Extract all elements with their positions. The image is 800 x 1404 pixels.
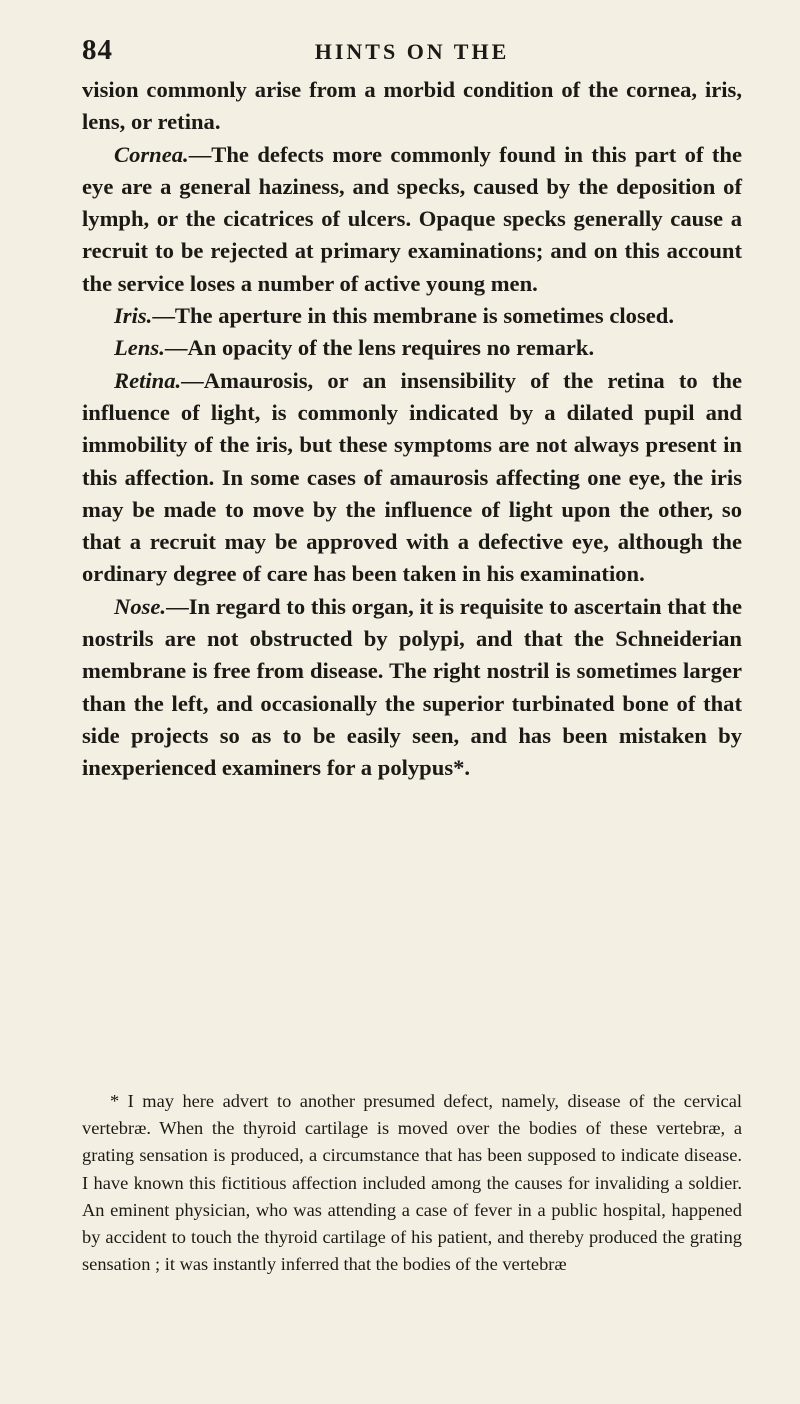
lens-paragraph xyxy=(82,332,742,364)
iris-paragraph xyxy=(82,300,742,332)
nose-text: —In regard to this organ, it is requisite to ascertain that the nostrils are not obstructed by polypi, and that the Schneiderian membrane is free from disease. The right nostril is sometimes larger than the left, and occasionally the superior turbinated bone of that side projects so as to be easily seen, and has been mistaken by inexperienced examiners for a polypus*. xyxy=(82,593,742,781)
cornea-heading: Cornea. xyxy=(114,141,189,167)
cornea-paragraph xyxy=(82,139,742,300)
footnote-text: * I may here advert to another presumed defect, namely, disease of the cervical vertebræ. When the thyroid cartilage is moved over the bodies of these vertebræ, a grating sensation is produced, a circumstance that has been supposed to indicate disease. I have known this fictitious affection included among the causes for invaliding a soldier. An eminent physician, who was attending a case of fever in a public hospital, happened by accident to touch the thyroid cartilage of his patient, and thereby produced the grating sensation ; it was instantly inferred that the bodies of the vertebræ xyxy=(82,1091,742,1275)
nose-paragraph xyxy=(82,591,742,785)
iris-text: —The aperture in this membrane is sometimes closed. xyxy=(152,303,675,329)
lens-heading: Lens. xyxy=(114,335,165,361)
cornea-text: —The defects more commonly found in this part of the eye are a general haziness, and specks, caused by the deposition of lymph, or the cicatrices of ulcers. Opaque specks generally cause a recruit to be rejected at primary examinations; and on this account the service loses a number of active young men. xyxy=(82,141,742,296)
intro-paragraph: vision commonly arise from a morbid condition of the cornea, iris, lens, or retina. xyxy=(82,77,742,135)
page-header xyxy=(82,34,742,70)
footnote xyxy=(82,1088,742,1278)
body-text xyxy=(82,74,742,785)
retina-heading: Retina. xyxy=(114,367,182,393)
iris-heading: Iris. xyxy=(114,303,153,329)
running-head: HINTS ON THE xyxy=(314,39,510,64)
retina-text: —Amaurosis, or an insensibility of the retina to the influence of light, is commonly indicated by a dilated pupil and immobility of the iris, but these symptoms are not always present in this affection. In some cases of amaurosis affecting one eye, the iris may be made to move by the influence of light upon the other, so that a recruit may be approved with a defective eye, although the ordinary degree of care has been taken in his examination. xyxy=(82,367,742,587)
nose-heading: Nose. xyxy=(114,593,167,619)
lens-text: —An opacity of the lens requires no remark. xyxy=(164,335,595,361)
page-number: 84 xyxy=(82,34,113,66)
retina-paragraph xyxy=(82,365,742,591)
